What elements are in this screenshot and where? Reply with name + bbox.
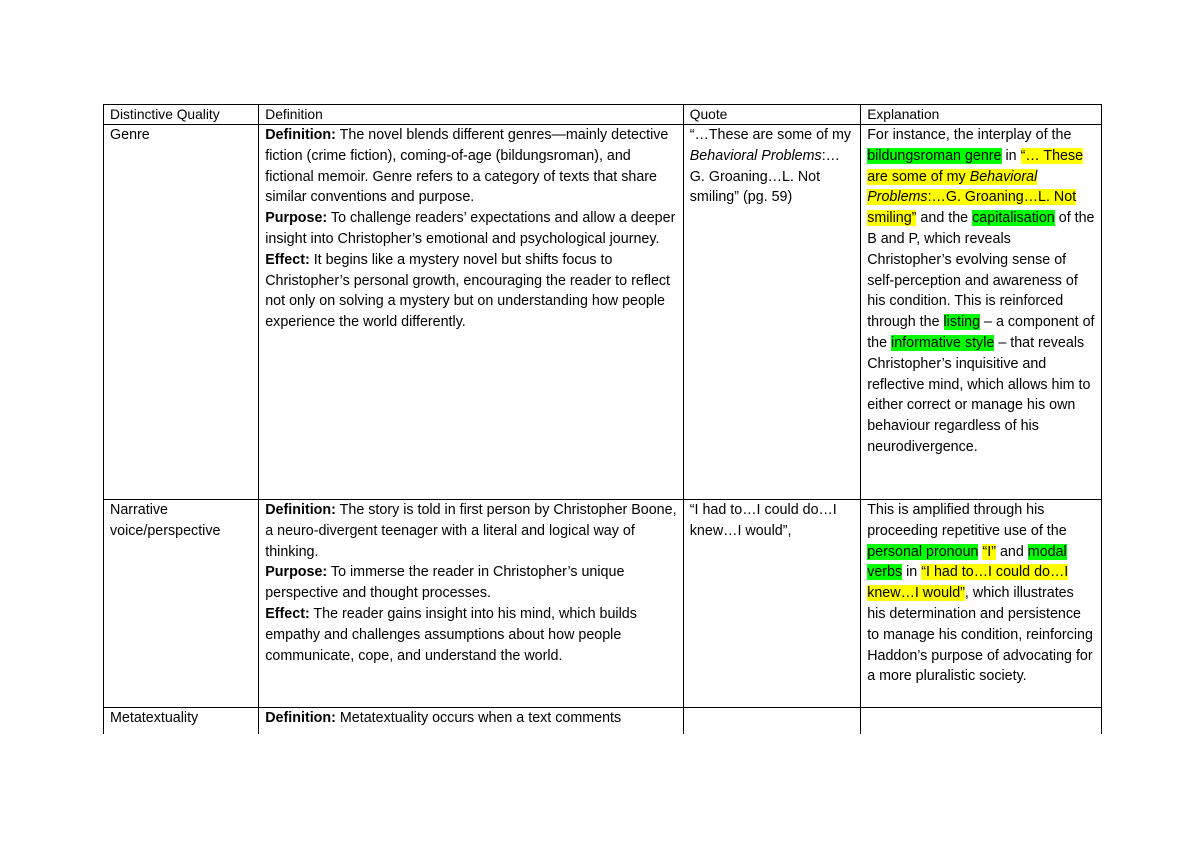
explanation-text: in	[1001, 147, 1021, 164]
explanation-text: – that reveals Christopher’s inquisitive and reflective mind, which allows him to either correct or manage his own behaviour regardless of his neurodivergence.	[867, 334, 1091, 455]
explanation-text: This is amplified through his proceeding repetitive use of the	[867, 502, 1067, 539]
cell-quality: Metatextuality	[104, 708, 259, 735]
definition-label: Definition:	[265, 502, 336, 518]
document-table-wrapper	[103, 104, 1102, 734]
cell-quote	[683, 125, 860, 500]
explanation-text: , which illustrates his determination and persistence to manage his condition, reinforcing Haddon’s purpose of advocating for a more pluralistic society.	[867, 585, 1093, 685]
definition-paragraph	[265, 125, 677, 208]
definition-text: Metatextuality occurs when a text comments	[335, 710, 622, 726]
cell-quality: Narrative voice/perspective	[104, 500, 259, 708]
header-definition: Definition	[259, 105, 684, 125]
cell-definition	[259, 708, 684, 735]
purpose-label: Purpose:	[265, 564, 328, 581]
cell-definition	[259, 125, 684, 500]
cell-explanation	[861, 708, 1102, 735]
highlight-technique: personal pronoun	[867, 543, 979, 560]
effect-label: Effect:	[265, 605, 310, 622]
effect-text: It begins like a mystery novel but shifts focus to Christopher’s personal growth, encouraging the reader to reflect not only on solving a mystery but on understanding how people experience the world differently.	[265, 251, 671, 331]
quote-text: :…G. Groaning…L. Not smiling” (pg. 59)	[689, 147, 840, 206]
header-quote: Quote	[683, 105, 860, 125]
definition-paragraph	[265, 500, 677, 562]
highlight-quote: “I had to…I could do…I knew…I would”	[867, 564, 1069, 602]
highlight-technique: modal verbs	[867, 543, 1067, 581]
quote-text: “…These are some of my	[689, 127, 852, 143]
effect-text: The reader gains insight into his mind, which builds empathy and challenges assumptions about how people communicate, cope, and understand the world.	[265, 605, 637, 664]
analysis-table	[103, 104, 1102, 734]
highlight-technique: bildungsroman genre	[867, 147, 1002, 164]
explanation-text: in	[902, 564, 922, 581]
purpose-paragraph	[265, 208, 677, 250]
definition-label: Definition:	[265, 127, 336, 143]
purpose-text: To immerse the reader in Christopher’s unique perspective and thought processes.	[265, 564, 625, 602]
definition-text: The novel blends different genres—mainly detective fiction (crime fiction), coming-of-age (bildungsroman), and fictional memoir. Genre refers to a category of texts that share similar conventions and purpose.	[265, 127, 669, 206]
header-distinctive-quality: Distinctive Quality	[104, 105, 259, 125]
table-row-genre	[104, 125, 1102, 500]
effect-paragraph	[265, 250, 677, 333]
quote-italic: Behavioral Problems	[689, 147, 822, 164]
explanation-text: – a component of the	[867, 314, 1095, 351]
table-row-narrative-voice	[104, 500, 1102, 708]
table-row-metatextuality	[104, 708, 1102, 735]
cell-explanation	[861, 125, 1102, 500]
definition-label: Definition:	[265, 710, 336, 726]
purpose-paragraph	[265, 562, 677, 604]
quote-part: “… These are some of my	[867, 147, 1084, 185]
header-row	[104, 105, 1102, 125]
explanation-text: and	[995, 543, 1028, 560]
explanation-text: of the B and P, which reveals Christopher’s evolving sense of self-perception and awareness of his condition. This is reinforced through the	[867, 210, 1095, 331]
cell-definition	[259, 500, 684, 708]
cell-quality: Genre	[104, 125, 259, 500]
highlight-technique: capitalisation	[972, 210, 1055, 227]
highlight-technique: listing	[943, 314, 981, 331]
highlight-technique: informative style	[891, 334, 995, 351]
highlight-quote: “I”	[982, 543, 996, 560]
effect-paragraph	[265, 604, 677, 666]
purpose-text: To challenge readers’ expectations and allow a deeper insight into Christopher’s emotional and psychological journey.	[265, 210, 676, 247]
effect-label: Effect:	[265, 251, 310, 268]
cell-explanation	[861, 500, 1102, 708]
cell-quote	[683, 708, 860, 735]
definition-text: The story is told in first person by Christopher Boone, a neuro-divergent teenager with a literal and logical way of thinking.	[265, 502, 677, 560]
explanation-text: and the	[916, 210, 973, 227]
cell-quote: “I had to…I could do…I knew…I would”,	[683, 500, 860, 708]
header-explanation: Explanation	[861, 105, 1102, 125]
quote-part: :…G. Groaning…L. Not smiling”	[867, 189, 1077, 227]
explanation-text: For instance, the interplay of the	[867, 127, 1072, 143]
purpose-label: Purpose:	[265, 210, 328, 227]
quote-italic: Behavioral Problems	[867, 168, 1038, 206]
definition-paragraph	[265, 708, 677, 729]
